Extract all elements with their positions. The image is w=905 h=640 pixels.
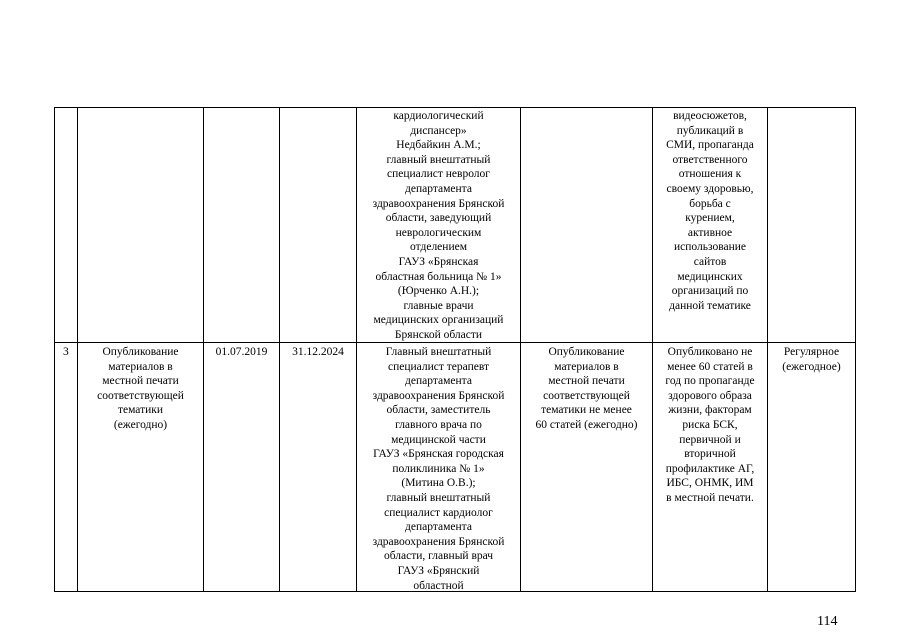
cell-text-line: 01.07.2019 xyxy=(215,346,268,358)
cell-text-line: кардиологический xyxy=(393,110,484,122)
cell-text-line: главный внештатный xyxy=(386,153,491,166)
cell-text-line: областная больница № 1» xyxy=(375,270,502,283)
cell-text-line: (Митина О.В.); xyxy=(401,477,476,490)
cell-text-line: ГАУЗ «Брянский xyxy=(397,564,480,577)
cell-text-line: медицинских организаций xyxy=(373,314,504,327)
cell-text-line: области, заведующий xyxy=(385,212,492,225)
cell-text-line: видеосюжетов, xyxy=(673,110,747,122)
responsible-cell xyxy=(357,345,520,593)
cell-text-line: тематики xyxy=(117,404,164,417)
cell-text-line: медицинской части xyxy=(391,433,486,446)
cell-text-line: поликлиника № 1» xyxy=(392,462,485,475)
cell-text-line: профилактике АГ, xyxy=(665,462,755,475)
cell-text-line: материалов в xyxy=(554,360,619,373)
cont-responsible-cell xyxy=(357,109,520,343)
cell-text-line: (Юрченко А.Н.); xyxy=(397,285,480,298)
cell-text-line: своему здоровью, xyxy=(666,182,754,195)
indicator-cell xyxy=(521,345,652,433)
cell-text-line: главные врачи xyxy=(403,299,474,312)
cell-text-line: в местной печати. xyxy=(666,491,754,504)
cell-text-line: Недбайкин А.М.; xyxy=(396,139,481,152)
cell-text-line: организаций по xyxy=(671,285,749,298)
end-date-cell xyxy=(280,345,356,360)
cell-text-line: (ежегодно) xyxy=(113,418,168,431)
cell-text-line: Главный внештатный xyxy=(385,346,492,358)
cell-text-line: активное xyxy=(687,226,733,239)
cell-text-line: областной xyxy=(413,579,464,592)
cell-text-line: местной печати xyxy=(548,375,625,388)
cell-text-line: области, главный врач xyxy=(383,550,494,563)
cell-text-line: специалист терапевт xyxy=(387,360,490,373)
result-cell xyxy=(653,345,767,506)
cell-text-line: данной тематике xyxy=(669,299,751,312)
cell-text-line: соответствующей xyxy=(543,389,630,402)
cell-text-line: местной печати xyxy=(102,375,179,388)
cell-text-line: департамента xyxy=(405,182,472,195)
cell-text-line: сайтов xyxy=(693,255,727,268)
cell-text-line: специалист кардиолог xyxy=(384,506,493,519)
start-date-cell xyxy=(204,345,279,360)
cell-text-line: Опубликование xyxy=(548,346,625,358)
cell-text-line: ИБС, ОНМК, ИМ xyxy=(666,477,754,490)
page-number: 114 xyxy=(817,614,838,629)
cell-text-line: ГАУЗ «Брянская городская xyxy=(373,448,504,461)
frequency-cell xyxy=(768,345,855,374)
cell-text-line: департамента xyxy=(405,521,472,534)
cell-text-line: вторичной xyxy=(684,448,736,461)
cont-result-cell xyxy=(653,109,767,313)
cell-text-line: отделением xyxy=(410,241,467,254)
cell-text-line: главного врача по xyxy=(395,418,482,431)
cell-text-line: Регулярное xyxy=(783,346,840,358)
cell-text-line: здорового образа xyxy=(668,389,752,402)
cell-text-line: отношения к xyxy=(678,168,742,181)
cell-text-line: медицинских xyxy=(677,270,743,283)
cell-text-line: Брянской области xyxy=(394,328,483,341)
cell-text-line: 3 xyxy=(63,346,69,358)
cell-text-line: специалист невролог xyxy=(386,168,491,181)
cell-text-line: менее 60 статей в xyxy=(667,360,753,373)
cell-text-line: ответственного xyxy=(672,153,748,166)
cell-text-line: главный внештатный xyxy=(386,491,491,504)
cell-text-line: департамента xyxy=(405,375,472,388)
row-number-cell xyxy=(55,345,77,360)
cell-text-line: диспансер» xyxy=(410,124,467,137)
cell-text-line: Опубликовано не xyxy=(667,346,753,358)
cell-text-line: тематики не менее xyxy=(541,404,632,417)
cell-text-line: здравоохранения Брянской xyxy=(372,389,505,402)
cell-text-line: жизни, факторам xyxy=(668,404,752,417)
event-name-cell xyxy=(78,345,203,433)
cell-text-line: борьба с xyxy=(689,197,731,210)
cell-text-line: Опубликование xyxy=(102,346,179,358)
cell-text-line: неврологическим xyxy=(395,226,482,239)
cell-text-line: публикаций в xyxy=(676,124,744,137)
cell-text-line: СМИ, пропаганда xyxy=(666,139,754,152)
cell-text-line: здравоохранения Брянской xyxy=(372,197,505,210)
cell-text-line: здравоохранения Брянской xyxy=(372,535,505,548)
cell-text-line: курением, xyxy=(685,212,735,225)
cell-text-line: материалов в xyxy=(108,360,173,373)
cell-text-line: соответствующей xyxy=(97,389,184,402)
cell-text-line: риска БСК, xyxy=(682,418,738,431)
cell-text-line: области, заместитель xyxy=(386,404,491,417)
cell-text-line: 60 статей (ежегодно) xyxy=(535,418,638,431)
cell-text-line: (ежегодное) xyxy=(782,360,841,373)
cell-text-line: 31.12.2024 xyxy=(292,346,344,358)
cell-text-line: первичной и xyxy=(679,433,741,446)
cell-text-line: год по пропаганде xyxy=(665,375,755,388)
cell-text-line: использование xyxy=(673,241,746,254)
cell-text-line: ГАУЗ «Брянская xyxy=(398,255,479,268)
